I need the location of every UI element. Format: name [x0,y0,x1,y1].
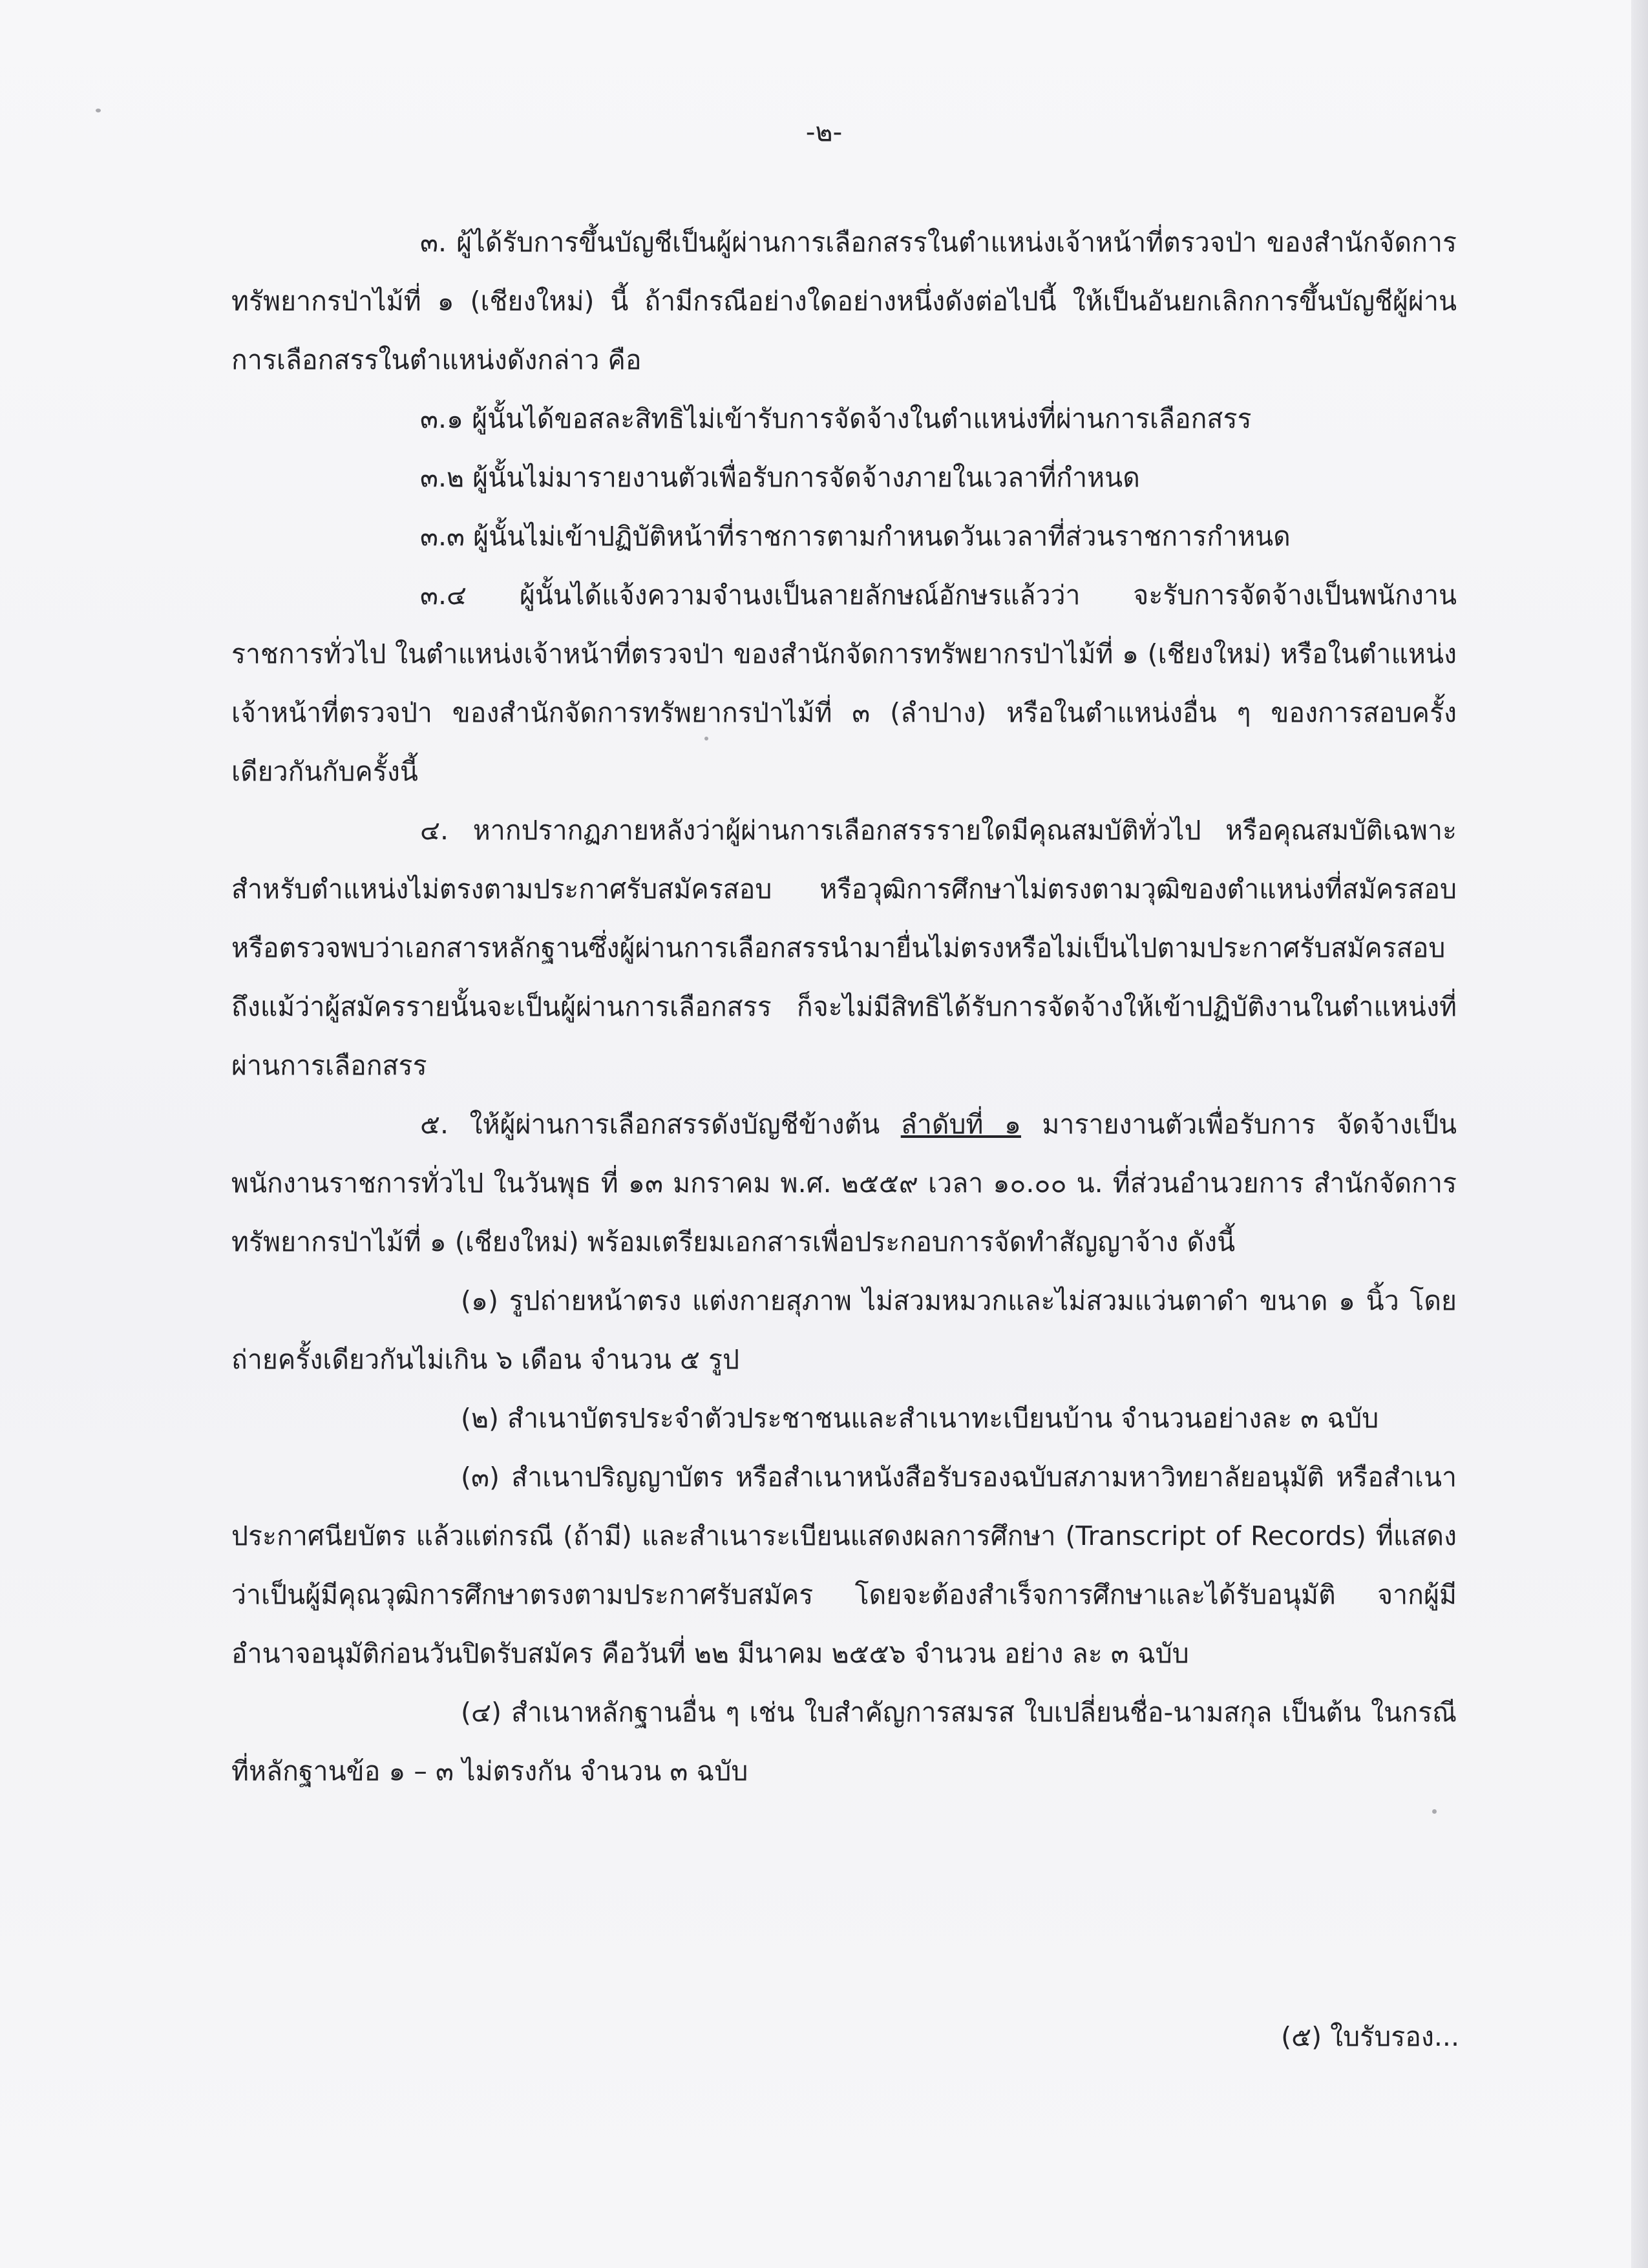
paragraph-5-rest: มารายงานตัวเพื่อรับการ จัดจ้างเป็นพนักงานราชการทั่วไป ในวันพุธ ที่ ๑๓ มกราคม พ.ศ. ๒๕๕๙ เวลา ๑๐.๐๐ น. ที่ส่วนอำนวยการ สำนักจัดการทรัพยากรป่าไม้ที่ ๑ (เชียงใหม่) พร้อมเตรียมเอกสารเพื่อประกอบการจัดทำสัญญาจ้าง ดังนี้ [231,1109,1457,1257]
document-item-4: (๔) สำเนาหลักฐานอื่น ๆ เช่น ใบสำคัญการสมรส ใบเปลี่ยนชื่อ-นามสกุล เป็นต้น ในกรณีที่หลักฐานข้อ ๑ – ๓ ไม่ตรงกัน จำนวน ๓ ฉบับ [231,1697,1457,1787]
paragraph-3-2: ๓.๒ ผู้นั้นไม่มารายงานตัวเพื่อรับการจัดจ้างภายในเวลาที่กำหนด [420,462,1140,493]
paragraph-3-3: ๓.๓ ผู้นั้นไม่เข้าปฏิบัติหน้าที่ราชการตามกำหนดวันเวลาที่ส่วนราชการกำหนด [420,521,1291,552]
document-item-2: (๒) สำเนาบัตรประจำตัวประชาชนและสำเนาทะเบียนบ้าน จำนวนอย่างละ ๓ ฉบับ [461,1403,1379,1434]
document-item-1: (๑) รูปถ่ายหน้าตรง แต่งกายสุภาพ ไม่สวมหมวกและไม่สวมแว่นตาดำ ขนาด ๑ นิ้ว โดยถ่ายครั้งเดียวกันไม่เกิน ๖ เดือน จำนวน ๕ รูป [231,1285,1457,1375]
scan-speck [704,737,708,740]
continuation-text: (๕) ใบรับรอง... [1281,2021,1459,2052]
paragraph-5 [231,1095,1457,1272]
scan-speck [96,109,101,112]
page-number: -๒- [805,116,843,147]
paragraph-3: ๓. ผู้ได้รับการขึ้นบัญชีเป็นผู้ผ่านการเลือกสรรในตำแหน่งเจ้าหน้าที่ตรวจป่า ของสำนักจัดการทรัพยากรป่าไม้ที่ ๑ (เชียงใหม่) นี้ ถ้ามีกรณีอย่างใดอย่างหนึ่งดังต่อไปนี้ ให้เป็นอันยกเลิกการขึ้นบัญชีผู้ผ่านการเลือกสรรในตำแหน่งดังกล่าว คือ [231,227,1457,375]
document-body [231,213,1457,1801]
paragraph-5-lead: ๕. ให้ผู้ผ่านการเลือกสรรดังบัญชีข้างต้น [420,1109,901,1140]
scan-speck [1432,1809,1437,1814]
paragraph-3-4: ๓.๔ ผู้นั้นได้แจ้งความจำนงเป็นลายลักษณ์อักษรแล้วว่า จะรับการจัดจ้างเป็นพนักงานราชการทั่วไป ในตำแหน่งเจ้าหน้าที่ตรวจป่า ของสำนักจัดการทรัพยากรป่าไม้ที่ ๑ (เชียงใหม่) หรือในตำแหน่งเจ้าหน้าที่ตรวจป่า ของสำนักจัดการทรัพยากรป่าไม้ที่ ๓ (ลำปาง) หรือในตำแหน่งอื่น ๆ ของการสอบครั้งเดียวกันกับครั้งนี้ [231,580,1457,787]
paragraph-4: ๔. หากปรากฏภายหลังว่าผู้ผ่านการเลือกสรรรายใดมีคุณสมบัติทั่วไป หรือคุณสมบัติเฉพาะสำหรับตำแหน่งไม่ตรงตามประกาศรับสมัครสอบ หรือวุฒิการศึกษาไม่ตรงตามวุฒิของตำแหน่งที่สมัครสอบ หรือตรวจพบว่าเอกสารหลักฐานซึ่งผู้ผ่านการเลือกสรรนำมายื่นไม่ตรงหรือไม่เป็นไปตามประกาศรับสมัครสอบ ถึงแม้ว่าผู้สมัครรายนั้นจะเป็นผู้ผ่านการเลือกสรร ก็จะไม่มีสิทธิได้รับการจัดจ้างให้เข้าปฏิบัติงานในตำแหน่งที่ผ่านการเลือกสรร [231,815,1457,1081]
scan-edge [1631,0,1648,2268]
document-item-3: (๓) สำเนาปริญญาบัตร หรือสำเนาหนังสือรับรองฉบับสภามหาวิทยาลัยอนุมัติ หรือสำเนาประกาศนียบัตร แล้วแต่กรณี (ถ้ามี) และสำเนาระเบียนแสดงผลการศึกษา (Transcript of Records) ที่แสดงว่าเป็นผู้มีคุณวุฒิการศึกษาตรงตามประกาศรับสมัคร โดยจะต้องสำเร็จการศึกษาและได้รับอนุมัติ จากผู้มีอำนาจอนุมัติก่อนวันปิดรับสมัคร คือวันที่ ๒๒ มีนาคม ๒๕๕๖ จำนวน อย่าง ละ ๓ ฉบับ [231,1462,1457,1669]
paragraph-5-underlined-order: ลำดับที่ ๑ [900,1109,1021,1140]
paragraph-3-1: ๓.๑ ผู้นั้นได้ขอสละสิทธิไม่เข้ารับการจัดจ้างในตำแหน่งที่ผ่านการเลือกสรร [420,403,1252,434]
